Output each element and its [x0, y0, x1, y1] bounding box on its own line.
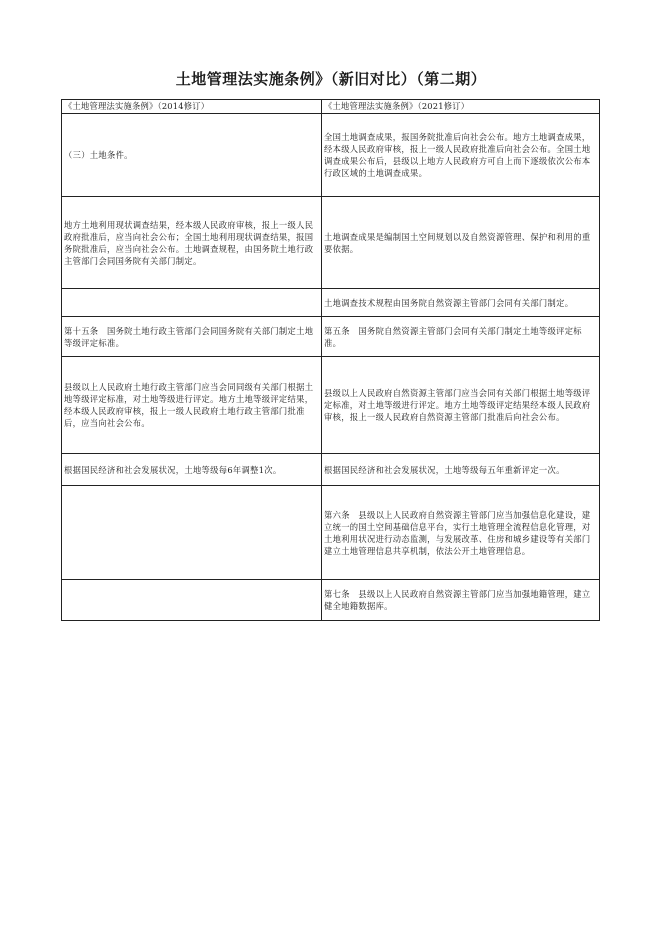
- new-cell: 全国土地调查成果，报国务院批准后向社会公布。地方土地调查成果，经本级人民政府审核，报上一级人民政府批准后向社会公布。全国土地调查成果公布后，县级以上地方人民政府方可自上而下逐级依次公布本行政区域的土地调查成果。: [322, 114, 600, 197]
- table-row: [62, 486, 600, 580]
- old-cell: 地方土地利用现状调查结果，经本级人民政府审核，报上一级人民政府批准后，应当向社会公布；全国土地利用现状调查结果，报国务院批准后，应当向社会公布。土地调查规程，由国务院土地行政主管部门会同国务院有关部门制定。: [62, 197, 322, 289]
- old-cell: [62, 289, 322, 317]
- table-row: [62, 114, 600, 197]
- old-cell: 县级以上人民政府土地行政主管部门应当会同同级有关部门根据土地等级评定标准，对土地等级进行评定。地方土地等级评定结果，经本级人民政府审核，报上一级人民政府土地行政主管部门批准后，应当向社会公布。: [62, 357, 322, 454]
- new-cell: 县级以上人民政府自然资源主管部门应当会同有关部门根据土地等级评定标准，对土地等级进行评定。地方土地等级评定结果经本级人民政府审核，报上一级人民政府自然资源主管部门批准后向社会公布。: [322, 357, 600, 454]
- comparison-table: [61, 99, 600, 621]
- old-cell: [62, 580, 322, 621]
- new-cell: 土地调查成果是编制国土空间规划以及自然资源管理、保护和利用的重要依据。: [322, 197, 600, 289]
- page-title: 土地管理法实施条例》（新旧对比）（第二期）: [175, 70, 487, 88]
- column-header-old: 《土地管理法实施条例》（2014修订）: [62, 100, 322, 114]
- new-cell: 第七条 县级以上人民政府自然资源主管部门应当加强地籍管理，建立健全地籍数据库。: [322, 580, 600, 621]
- table-header-row: [62, 100, 600, 114]
- new-cell: 土地调查技术规程由国务院自然资源主管部门会同有关部门制定。: [322, 289, 600, 317]
- new-cell: 根据国民经济和社会发展状况，土地等级每五年重新评定一次。: [322, 454, 600, 486]
- old-cell: 根据国民经济和社会发展状况，土地等级每6年调整1次。: [62, 454, 322, 486]
- table-row: [62, 289, 600, 317]
- table-row: [62, 317, 600, 357]
- table-row: [62, 580, 600, 621]
- table-row: [62, 454, 600, 486]
- new-cell: 第六条 县级以上人民政府自然资源主管部门应当加强信息化建设，建立统一的国土空间基础信息平台，实行土地管理全流程信息化管理，对土地利用状况进行动态监测，与发展改革、住房和城乡建设等有关部门建立土地管理信息共享机制，依法公开土地管理信息。: [322, 486, 600, 580]
- new-cell: 第五条 国务院自然资源主管部门会同有关部门制定土地等级评定标准。: [322, 317, 600, 357]
- table-row: [62, 357, 600, 454]
- old-cell: 第十五条 国务院土地行政主管部门会同国务院有关部门制定土地等级评定标准。: [62, 317, 322, 357]
- old-cell: [62, 486, 322, 580]
- old-cell: （三）土地条件。: [62, 114, 322, 197]
- column-header-new: 《土地管理法实施条例》（2021修订）: [322, 100, 600, 114]
- table-row: [62, 197, 600, 289]
